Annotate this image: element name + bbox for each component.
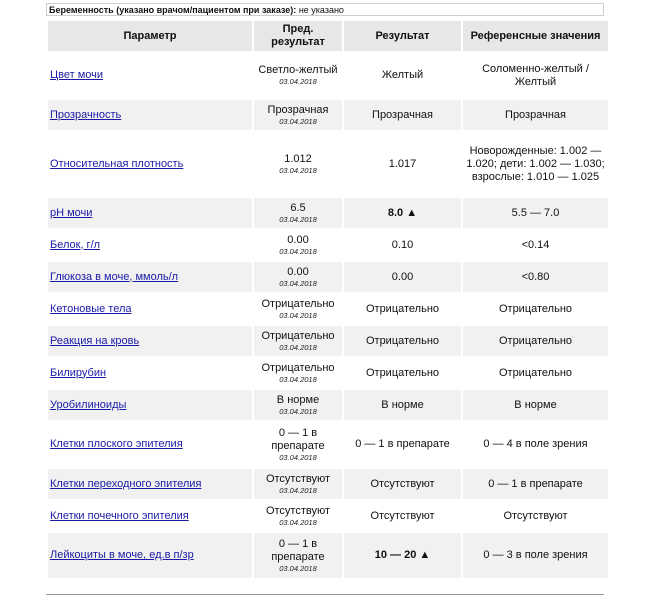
param-link[interactable]: Прозрачность [50,108,122,121]
param-cell [48,100,252,130]
result-cell: 10 — 20 ▲ [344,533,461,578]
prev-date: 03.04.2018 [279,374,317,384]
reference-cell: Отрицательно [498,366,573,379]
prev-date: 03.04.2018 [279,77,317,86]
prev-result-cell [254,230,342,260]
param-cell [48,230,252,260]
result-cell: 8.0 ▲ [344,198,461,228]
prev-value: Отрицательно [261,361,335,374]
prev-date: 03.04.2018 [279,406,317,416]
param-cell [48,132,252,196]
reference-cell: 0 — 3 в поле зрения [463,533,608,578]
param-cell [48,198,252,228]
result-cell: Отрицательно [365,302,440,315]
param-link[interactable]: Клетки почечного эпителия [50,509,189,522]
bottom-divider [46,594,604,595]
prev-result-cell [254,501,342,531]
param-cell [48,469,252,499]
prev-result-cell [254,358,342,388]
reference-cell: В норме [463,390,608,420]
prev-date: 03.04.2018 [279,452,317,462]
prev-result-cell [254,326,342,356]
pregnancy-label: Беременность (указано врачом/пациентом при заказе): [49,5,297,15]
reference-cell: Отрицательно [463,326,608,356]
table-row [48,533,608,578]
prev-value: Отрицательно [261,329,335,342]
prev-result-cell [254,198,342,228]
param-cell [48,326,252,356]
param-link[interactable]: Клетки переходного эпителия [50,477,202,490]
param-link[interactable]: Уробилиноиды [50,398,127,411]
param-cell [48,294,252,324]
prev-result-cell [254,294,342,324]
result-cell: 1.017 [388,157,417,170]
param-link[interactable]: Относительная плотность [50,157,184,170]
prev-result-cell [254,390,342,420]
prev-value: В норме [276,393,320,406]
param-link[interactable]: Билирубин [50,366,107,379]
prev-value: Светло-желтый [258,64,338,76]
param-link[interactable]: Реакция на кровь [50,334,140,347]
result-cell: Отсутствуют [344,469,461,499]
prev-value: 0.00 [287,233,309,246]
result-cell: 0.10 [391,238,414,251]
param-cell [48,53,252,98]
reference-cell: Отрицательно [498,302,573,315]
prev-value: Прозрачная [267,103,329,116]
result-cell: В норме [344,390,461,420]
prev-result-cell [254,533,342,578]
param-cell [48,390,252,420]
param-cell [48,262,252,292]
prev-value: 6.5 [290,201,306,214]
prev-result-cell [254,53,342,98]
prev-date: 03.04.2018 [279,278,317,288]
reference-cell: Прозрачная [463,100,608,130]
result-cell: Прозрачная [344,100,461,130]
header-ref: Референсные значения [463,21,608,51]
table-row [48,326,608,356]
prev-value: 0.00 [287,265,309,278]
pregnancy-value: не указано [298,5,344,15]
header-prev: Пред. результат [254,21,342,51]
prev-date: 03.04.2018 [279,116,317,126]
param-cell [48,533,252,578]
param-link[interactable]: pH мочи [50,206,93,219]
prev-date: 03.04.2018 [279,485,317,495]
table-body [48,53,608,578]
table-row [48,132,608,196]
result-cell: Отсутствуют [370,509,435,522]
table-row [48,262,608,292]
result-cell: 0 — 1 в препарате [355,438,450,450]
result-cell: 0.00 [344,262,461,292]
reference-cell: Соломенно-желтый / Желтый [482,62,589,88]
result-cell: Желтый [381,69,424,81]
param-link[interactable]: Цвет мочи [50,69,104,81]
reference-cell: 0 — 4 в поле зрения [483,438,588,450]
prev-value: 1.012 [284,152,312,165]
table-row [48,230,608,260]
prev-value: 0 — 1 в препарате [271,426,325,452]
reference-cell: 5.5 — 7.0 [463,198,608,228]
table-row [48,390,608,420]
param-link[interactable]: Лейкоциты в моче, ед.в п/зр [50,549,194,561]
prev-value: Отсутствуют [265,472,331,485]
pregnancy-info [46,3,604,16]
prev-date: 03.04.2018 [279,214,317,224]
param-cell [48,358,252,388]
param-link[interactable]: Глюкоза в моче, ммоль/л [50,270,179,283]
param-cell [48,501,252,531]
result-cell: Отрицательно [344,326,461,356]
table-row [48,198,608,228]
prev-result-cell [254,100,342,130]
table-row [48,422,608,467]
prev-date: 03.04.2018 [279,517,317,527]
prev-date: 03.04.2018 [279,246,317,256]
table-row [48,501,608,531]
param-link[interactable]: Кетоновые тела [50,302,132,315]
table-row [48,469,608,499]
prev-date: 03.04.2018 [279,342,317,352]
table-row [48,100,608,130]
table-row [48,358,608,388]
param-link[interactable]: Белок, г/л [50,238,101,251]
prev-value: Отсутствуют [265,504,331,517]
reference-cell: Новорожденные: 1.002 — 1.020; дети: 1.002 — 1.030; взрослые: 1.010 — 1.025 [466,144,605,183]
reference-cell: <0.80 [463,262,608,292]
prev-value: 0 — 1 в препарате [271,537,325,563]
param-cell [48,422,252,467]
reference-cell: 0 — 1 в препарате [463,469,608,499]
result-cell: Отрицательно [365,366,440,379]
param-link[interactable]: Клетки плоского эпителия [50,438,183,450]
prev-result-cell [254,422,342,467]
prev-result-cell [254,132,342,196]
results-table [46,19,610,580]
prev-value: Отрицательно [261,297,335,310]
prev-result-cell [254,469,342,499]
header-param: Параметр [48,21,252,51]
prev-result-cell [254,262,342,292]
header-result: Результат [344,21,461,51]
reference-cell: Отсутствуют [503,509,568,522]
table-row [48,53,608,98]
prev-date: 03.04.2018 [279,310,317,320]
prev-date: 03.04.2018 [279,563,317,573]
reference-cell: <0.14 [521,238,550,251]
table-header-row [48,21,608,51]
prev-date: 03.04.2018 [279,165,317,175]
table-row [48,294,608,324]
